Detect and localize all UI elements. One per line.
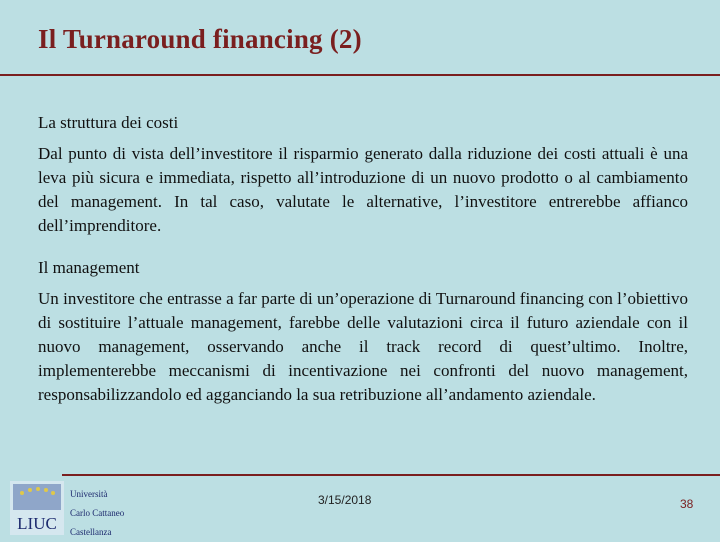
section-costi [38, 113, 688, 238]
page-number: 38 [680, 497, 694, 511]
title-divider [0, 74, 720, 76]
university-line: Carlo Cattaneo [70, 508, 125, 518]
section-paragraph: Un investitore che entrasse a far parte di un’operazione di Turnaround financing con l’obiettivo di sostituire l’attuale management, farebbe delle valutazioni circa il futuro aziendale con il nuovo management, osservando anche il track record di quest’ultimo. Inoltre, implementerebbe meccanismi di incentivazione nei confronti del nuovo management, responsabilizzandolo ed agganciando la sua retribuzione all’andamento aziendale. [38, 289, 688, 404]
university-line: Università [70, 489, 108, 499]
svg-text:LIUC: LIUC [17, 514, 57, 533]
slide-content [38, 113, 688, 427]
section-management [38, 258, 688, 407]
footer-date: 3/15/2018 [318, 493, 372, 507]
section-heading: La struttura dei costi [38, 113, 179, 132]
liuc-logo [10, 481, 64, 535]
slide-title: Il Turnaround financing (2) [38, 24, 362, 54]
section-paragraph: Dal punto di vista dell’investitore il risparmio generato dalla riduzione dei costi attuali è una leva più sicura e immediata, rispetto all’introduzione di un nuovo prodotto o al cambiamento del management. In tal caso, valutate le alternative, l’investitore entrerebbe affianco dell’imprenditore. [38, 144, 688, 235]
university-line: Castellanza [70, 527, 112, 537]
section-heading: Il management [38, 258, 140, 277]
university-name [70, 485, 124, 542]
footer-divider [62, 474, 720, 476]
